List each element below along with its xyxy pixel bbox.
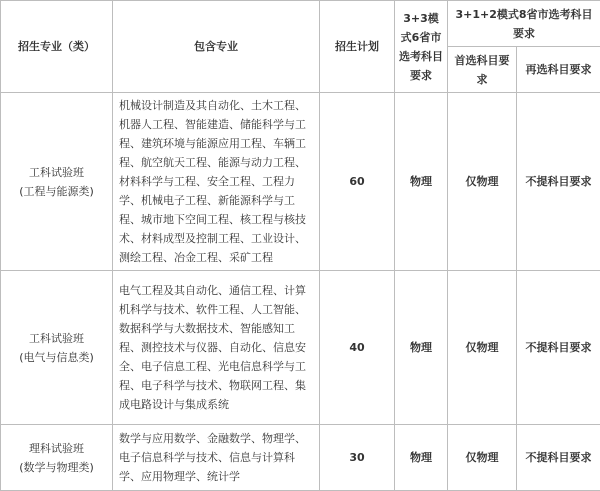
first-choice-cell: 仅物理 <box>448 93 517 271</box>
header-major-group: 招生专业（类） <box>1 1 113 93</box>
reselect-cell: 不提科目要求 <box>517 425 600 491</box>
header-enrollment-plan: 招生计划 <box>320 1 395 93</box>
major-group-cell <box>1 93 113 271</box>
enrollment-plan-cell: 40 <box>320 271 395 425</box>
major-group-category: (工程与能源类) <box>5 182 108 201</box>
mode-3-3-cell: 物理 <box>395 93 448 271</box>
major-group-cell <box>1 425 113 491</box>
major-group-name: 理科试验班 <box>5 439 108 458</box>
header-included-majors: 包含专业 <box>113 1 320 93</box>
major-group-category: (电气与信息类) <box>5 348 108 367</box>
header-mode-3-1-2: 3+1+2模式8省市选考科目要求 <box>448 1 600 47</box>
header-reselect: 再选科目要求 <box>517 47 600 93</box>
table-row <box>1 425 600 491</box>
first-choice-cell: 仅物理 <box>448 425 517 491</box>
table-row <box>1 271 600 425</box>
major-group-category: (数学与物理类) <box>5 458 108 477</box>
header-first-choice: 首选科目要求 <box>448 47 517 93</box>
header-mode-3-3: 3+3模式6省市选考科目要求 <box>395 1 448 93</box>
included-majors-cell: 机械设计制造及其自动化、土木工程、机器人工程、智能建造、储能科学与工程、建筑环境与能源应用工程、车辆工程、航空航天工程、能源与动力工程、材料科学与工程、安全工程、工程力学、机械电子工程、新能源科学与工程、城市地下空间工程、核工程与核技术、材料成型及控制工程、工业设计、测绘工程、冶金工程、采矿工程 <box>113 93 320 271</box>
reselect-cell: 不提科目要求 <box>517 271 600 425</box>
major-group-cell <box>1 271 113 425</box>
table-row <box>1 93 600 271</box>
enrollment-plan-cell: 30 <box>320 425 395 491</box>
mode-3-3-cell: 物理 <box>395 271 448 425</box>
major-group-name: 工科试验班 <box>5 163 108 182</box>
enrollment-plan-cell: 60 <box>320 93 395 271</box>
mode-3-3-cell: 物理 <box>395 425 448 491</box>
first-choice-cell: 仅物理 <box>448 271 517 425</box>
included-majors-cell: 数学与应用数学、金融数学、物理学、电子信息科学与技术、信息与计算科学、应用物理学、统计学 <box>113 425 320 491</box>
header-row <box>1 1 600 47</box>
reselect-cell: 不提科目要求 <box>517 93 600 271</box>
major-group-name: 工科试验班 <box>5 329 108 348</box>
included-majors-cell: 电气工程及其自动化、通信工程、计算机科学与技术、软件工程、人工智能、数据科学与大数据技术、智能感知工程、测控技术与仪器、自动化、信息安全、电子信息工程、光电信息科学与工程、电子科学与技术、物联网工程、集成电路设计与集成系统 <box>113 271 320 425</box>
